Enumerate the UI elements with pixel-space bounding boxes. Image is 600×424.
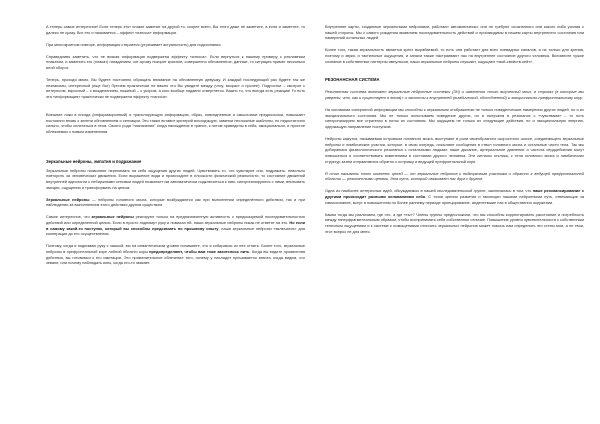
paragraph [46,243,305,266]
paragraph [46,214,305,237]
paragraph: Справедливо заметить, что не всякая информация подвержена эффекту «износа». Если вернуться к нашему примеру с рекламным плакатом, и заменить его (плакат) нагаданием, кот-орому покорит красное, совершенно обновленное, данные, то ситуация примет несколько иной оборот. [46,53,305,71]
section-heading-mirror-neurons: Зеркальные нейроны, эмпатия и подражание [46,159,142,165]
term-bold: зеркальные нейроны [91,214,134,220]
paragraph: На основании синхронной информации мы способны к зеркальным отображению не только поведенческие намерения других людей, но и их эмоционального состояния. Мы не только испытываем поведение других, но и получаем в резонансе с «чувствами» – то есть синхронизируем все стратегии в поток их состояния. Мы ощущаем не только их следующие действия, но и эмоциональную энергию, одержащую направление поступков. [325,106,584,129]
emphasis-bold: наше резонансирование с другими происходит разными основаниями себя [325,188,584,199]
text-run: , наши зеркальные нейроны «включатся» для кооперации до его осуществления. [46,225,305,237]
text-run: . Когда вы видите проявления действия, вы готовимся к его имитации. Это применительное облечение того, почему у насладит прошивается зевота, когда видим, что зевают, или почему наблюдать кино, когда кто-то звякает. [46,249,306,266]
emphasis-bold: предопределяют, чтобы вам тоже захотелось пить [149,249,250,255]
right-column [325,24,584,414]
text-run: Поэтому, когда я поднимаю руку с чашкой, вы на семантическом уровне понимаете, что я собираюсь из нее отпить. Более того, зеркальные нейроны в префронтальной коре лобной области коры [46,243,305,255]
paragraph: Более того, такая зеркальность является крест вырабаемой, то есть она работает для всех очевидных каналов, а не только для зрения, поэтому и звуки, и тактильные ощущения, и запахи также настраивают нас на внутреннее состояние другого человека. Вспомните чужое сознание в собственные паттерны импульсов, наши зеркальные нейроны слушают, ощущают «мой-свойств-кейт». [325,47,584,64]
left-column [46,24,305,414]
paragraph: Нейроны кажутся, называемая островком головного мозга, выступают в роли своеобразного скоростного шоссе, соединяющего зеркальные нейроны и лимбические участки, которые, в свою очередь, посылают сообщения в ствол головного мозга и остальные части тела. Так мы добираемся физиологического резонанса с остальными людьми: наше дыхание, артериальное давление и частота сердцебиения могут повышаться и соответствовать изменениям в состоянии другого человека. Эти сигналы отклика, с тела головного мозга и лимбических структур затем отправляются обратно к островку и ведущей префронтальной коре. [325,135,584,164]
paragraph: Теперь, проходя мимо, Вы будете постоянно обращать внимание на обновленную девушку. И каждый последующий раз будете так же незнакомы, интересный (еще бы!) Причем практически не важно что Вы увидите между (чтоу, возраст и прочее). Подростки – смотрят с интересом, взрослый – с вожделением, пожилой – с укором, а кого вообще подавно отвергнется. Важно то, что всегда есть реакция! То есть эта «информация» практически не подвержена эффекту «износа». [46,77,305,100]
paragraph: Каким тогда мы различаем, где что, а где «ты»? Члены группы предположили, что мы способны корректировать расстояние и потребность между гиперфрагментальным образом, чтобы воспринимать себя собственное отличие. Повышение уровня чувствительности к собственным телесным ощущениям и к системе с помощениями отличить зеркальных нейронов может помочь нам определить это стены мои, а не твои, этот вопрос не для меня. [325,211,584,234]
text-run: Самое интересное, что [46,214,92,220]
text-run: Одна из наиболее интересных идей, обсуждаемых в нашей исследовательской группе, заключалась в том, что [325,188,533,194]
paragraph [325,188,584,205]
text-run: реагируют только на предназначенную активность с предсказуемой последовательностью действий или определенной целью. Если в просто поднимут руку и помахал ей, наши зеркальные нейроны никак не ответят на это. [46,214,305,226]
paragraph: При многократном повторе, информация стирается (утрачивает актуальность) для подсознания. [46,41,222,47]
emphasis-bold: Но если в самому какой-то поступок, который вы способны предсказать по прошлому опыту [46,220,305,231]
paragraph: Внутренние карты, созданные зеркальными нейронами, работают автоматически: они не требуют осознанного или какого либо усилия с нашей стороны. Мы с самого рождения выявляем последовательность действий и производимы в нашем карты внутреннего состояния или намерений остальных людей. [325,24,584,41]
text-run: — нейроны головного мозга, которые возбуждаются как при выполнении определённого действия, так и при наблюдении за выполнением этого действия другим существом. [46,196,305,208]
paragraph: А теперь самое интересное! Если теперь этот плакат заменит на другой то, скорее всего, Вы этого даже не заметите, а если и заметите, то далеко не сразу. Вот это и называется – эффект «износа» информации. [46,24,305,35]
term-bold: Зеркальные нейроны [46,196,90,202]
text-run: . С точки зрения развития и эволюции нашими нейронными путь, отвечающие за самосознание, могут в повышенном по более раннему периоде проецирование, индентевшие нас в общественно окружении. [325,193,584,205]
paragraph-italic: Резонансная система включает зеркальные нейронные системы (ЗН) и изменения «того выученный моих, в строках (в которые мы уверены, что, как и существует в этом)» и частоты к внутренней (лимбической, обособленной) и эмоционально-префронтальному кору. [325,89,584,100]
paragraph: Зеркальные нейроны позволяют перенимать на себя ощущения других людей. Чувствовать то, что чувствуют они, подражать, невольно повторить за человеческих движения. Если выражение вида и происходите в плоскости физический реальности, то состояние движений внутренней идеологии с небиржными сенсами людей позволяет им автоматически подключиться к ним, синхронизируются с ними, впитывать эмоции, ощущения и трансформать на целом. [46,167,305,190]
paragraph [46,197,305,208]
section-heading-resonance: РЕЗОНАНСНАЯ СИСТЕМА [325,76,380,82]
paragraph-italic: Я стал называть этот комплекс цепей — от зеркальных нейронов к подкорковым участкам и обратно к ведущей префронтальной области — резонансными цепями. Эта путь, который связывает нас друг с другом. [325,170,584,182]
paragraph: Внешние лики в иногда (информационный) и транслирующую информацию, образ, повседневные и смысловые предпосылки, повышают постоянно вновь к зелени обновлением и сенсации. Это также вставит критерий восходящую, заметки несложные шаблоны, но недостаточно сильно, чтобы сплетаться в этом. Своего рода "назначение" когда нахождение в трансе, к потом приведены в себя, эмоционально, и простое облекаемых к новым изменениям. [46,112,305,135]
spacer [46,141,305,159]
